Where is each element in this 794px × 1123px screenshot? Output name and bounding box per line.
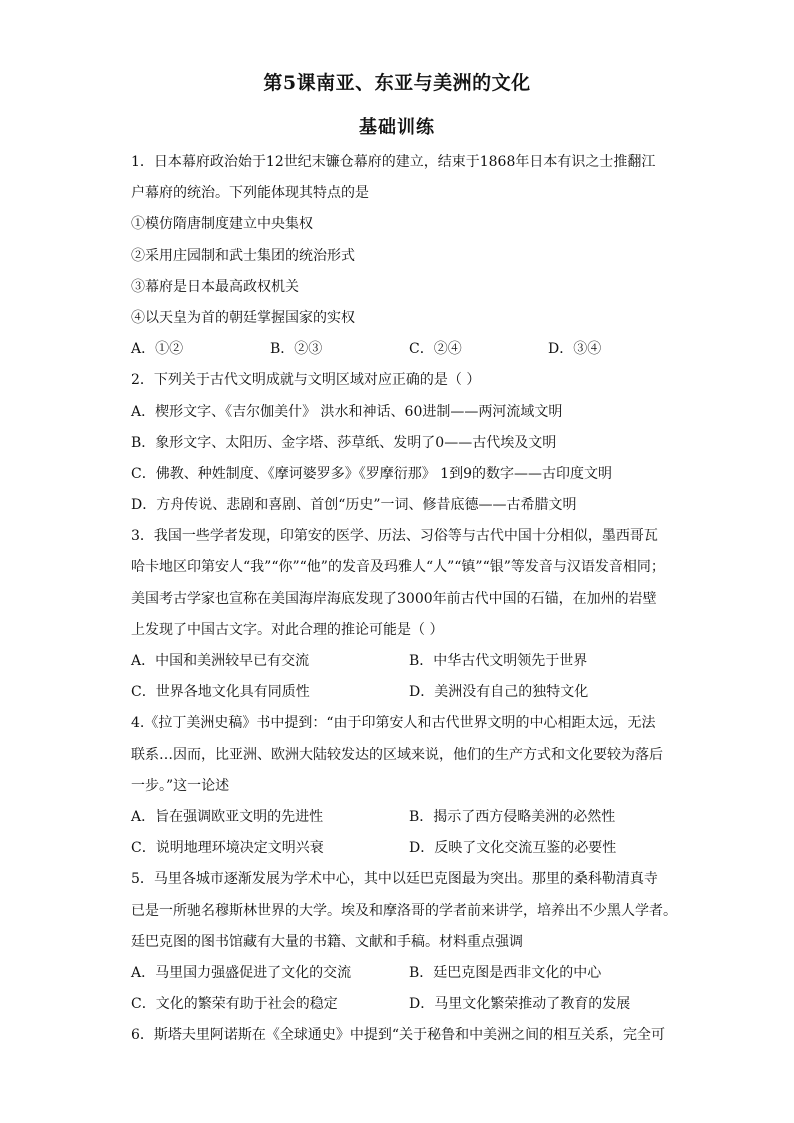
q1-options bbox=[131, 334, 661, 365]
q4-option-c: C．说明地理环境决定文明兴衰 bbox=[131, 840, 324, 857]
q1-option-a: A．①② bbox=[131, 341, 184, 358]
q5-options-row-2 bbox=[131, 989, 661, 1020]
section-subtitle: 基础训练 bbox=[359, 117, 435, 138]
q5-stem-line-1: 5．马里各城市逐渐发展为学术中心，其中以廷巴克图最为突出。那里的桑科勒清真寺 bbox=[131, 871, 658, 888]
q1-option-b: B．②③ bbox=[270, 341, 323, 358]
q4-options-row-1 bbox=[131, 802, 661, 833]
q1-option-c: C．②④ bbox=[409, 341, 462, 358]
q3-stem-line-2: 哈卡地区印第安人“我”“你”“他”的发音及玛雅人“人”“镇”“银”等发音与汉语发音相同； bbox=[131, 559, 665, 576]
q4-stem-line-2: 联系…因而，比亚洲、欧洲大陆较发达的区域来说，他们的生产方式和文化要较为落后 bbox=[131, 746, 663, 763]
q3-stem-line-1: 3．我国一些学者发现，印第安的医学、历法、习俗等与古代中国十分相似，墨西哥瓦 bbox=[131, 528, 658, 545]
q4-options-row-2 bbox=[131, 833, 661, 864]
q1-stem-line-1: 1．日本幕府政治始于12世纪末镰仓幕府的建立，结束于1868年日本有识之士推翻江 bbox=[131, 154, 656, 170]
q3-stem-line-3: 美国考古学家也宣称在美国海岸海底发现了3000年前古代中国的石锚，在加州的岩壁 bbox=[131, 590, 657, 607]
q3-stem-line-4: 上发现了中国古文字。对此合理的推论可能是（ ） bbox=[131, 621, 444, 638]
q5-stem-line-2: 已是一所驰名穆斯林世界的大学。埃及和摩洛哥的学者前来讲学，培养出不少黑人学者。 bbox=[131, 902, 677, 919]
q1-statement-1: ①模仿隋唐制度建立中央集权 bbox=[131, 216, 313, 233]
q1-stem-line-2: 户幕府的统治。下列能体现其特点的是 bbox=[131, 185, 369, 202]
q3-option-a: A．中国和美洲较早已有交流 bbox=[131, 653, 310, 669]
q1-statement-3: ③幕府是日本最高政权机关 bbox=[131, 278, 299, 295]
q1-statement-4: ④以天皇为首的朝廷掌握国家的实权 bbox=[131, 309, 355, 326]
question-list bbox=[131, 147, 677, 1051]
q5-option-d: D．马里文化繁荣推动了教育的发展 bbox=[409, 996, 631, 1013]
q4-option-a: A．旨在强调欧亚文明的先进性 bbox=[131, 808, 324, 825]
q5-stem-line-3: 廷巴克图的图书馆藏有大量的书籍、文献和手稿。材料重点强调 bbox=[131, 933, 523, 950]
q4-stem-line-3: 一步。”这一论述 bbox=[131, 777, 230, 794]
q3-option-b: B．中华古代文明领先于世界 bbox=[409, 653, 588, 669]
q5-option-b: B．廷巴克图是西非文化的中心 bbox=[409, 964, 602, 981]
q3-options-row-1 bbox=[131, 646, 661, 677]
q5-option-c: C．文化的繁荣有助于社会的稳定 bbox=[131, 996, 338, 1013]
q2-option-a: A．楔形文字、《吉尔伽美什》 洪水和神话、60进制——两河流域文明 bbox=[131, 403, 563, 420]
q5-options-row-1 bbox=[131, 958, 661, 989]
page-title: 第5课南亚、东亚与美洲的文化 bbox=[263, 72, 531, 94]
q2-option-c: C．佛教、种姓制度、《摩诃婆罗多》《罗摩衍那》 1到9的数字——古印度文明 bbox=[131, 465, 612, 482]
q4-option-b: B．揭示了西方侵略美洲的必然性 bbox=[409, 808, 616, 825]
q1-statement-2: ②采用庄园制和武士集团的统治形式 bbox=[131, 247, 355, 264]
q3-option-c: C．世界各地文化具有同质性 bbox=[131, 684, 310, 701]
q2-stem: 2．下列关于古代文明成就与文明区域对应正确的是（ ） bbox=[131, 372, 481, 389]
q6-stem-line-1: 6．斯塔夫里阿诺斯在《全球通史》中提到“关于秘鲁和中美洲之间的相互关系，完全可 bbox=[131, 1027, 666, 1044]
q3-option-d: D．美洲没有自己的独特文化 bbox=[409, 684, 589, 701]
q2-option-b: B．象形文字、太阳历、金字塔、莎草纸、发明了0——古代埃及文明 bbox=[131, 434, 557, 451]
q3-options-row-2 bbox=[131, 677, 661, 708]
q2-option-d: D．方舟传说、悲剧和喜剧、首创“历史”一词、修昔底德——古希腊文明 bbox=[131, 497, 577, 514]
q1-option-d: D．③④ bbox=[548, 341, 602, 358]
q5-option-a: A．马里国力强盛促进了文化的交流 bbox=[131, 964, 352, 981]
q4-option-d: D．反映了文化交流互鉴的必要性 bbox=[409, 840, 617, 857]
q4-stem-line-1: 4.《拉丁美洲史稿》书中提到：“由于印第安人和古代世界文明的中心相距太远，无法 bbox=[131, 715, 656, 732]
